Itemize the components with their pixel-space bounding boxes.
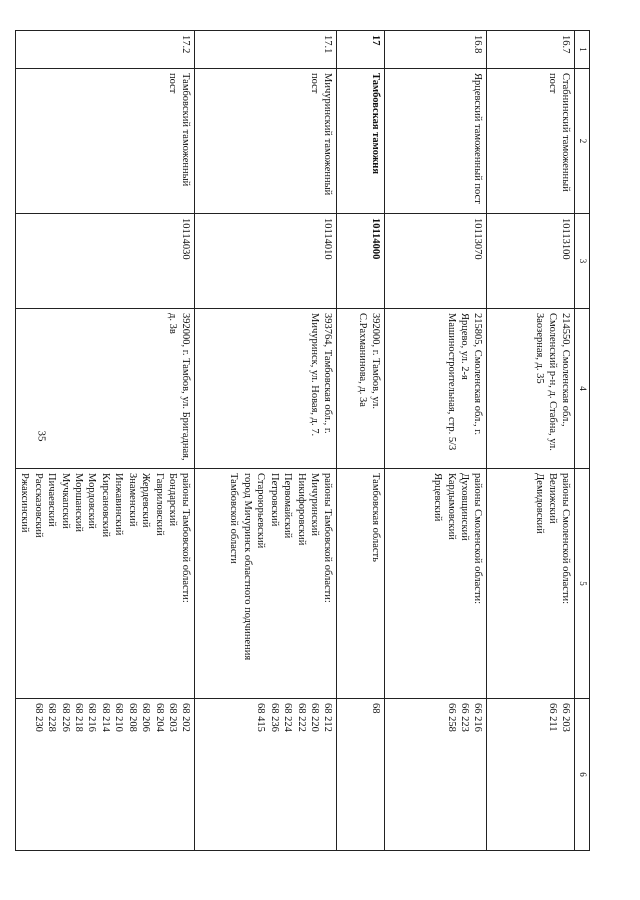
okato-code: 68 226 [59, 703, 71, 732]
okato-code: 66 211 [547, 703, 559, 732]
customs-code-cell: 10114010 [195, 214, 337, 309]
okato-code: 68 202 [180, 703, 192, 732]
area-item: Кардымовский [445, 473, 457, 540]
area-item: Тамбовская область [370, 473, 382, 562]
table-row [195, 31, 337, 851]
area-item: Жердевский [140, 473, 152, 528]
row-number-cell: 16.8 [385, 31, 487, 69]
customs-code-cell: 10113100 [487, 214, 575, 309]
okato-code: 68 216 [86, 703, 98, 732]
customs-name-cell: Стабнинский таможенный пост [487, 69, 575, 214]
okato-code: 68 218 [72, 703, 84, 732]
okato-code: 68 415 [255, 703, 267, 732]
area-item: Пичаевский [46, 473, 58, 527]
okato-code: 68 230 [32, 703, 44, 732]
customs-table [15, 30, 590, 851]
areas-cell [487, 469, 575, 699]
okato-code: 66 216 [472, 703, 484, 732]
area-item: Кирсановский [99, 473, 111, 538]
okato-cell [15, 699, 195, 851]
area-item: районы Смоленской области: [560, 473, 572, 605]
area-item: Ржаксинский [19, 473, 31, 533]
customs-name-cell: Тамбовская таможня [337, 69, 385, 214]
customs-code-cell: 10113070 [385, 214, 487, 309]
customs-code-cell: 10114030 [15, 214, 195, 309]
customs-name-cell: Тамбовский таможенный пост [15, 69, 195, 214]
header-cell: 2 [575, 69, 590, 214]
area-item: Мордовский [86, 473, 98, 529]
customs-name-cell: Ярцевский таможенный пост [385, 69, 487, 214]
customs-name-cell: Мичуринский таможенный пост [195, 69, 337, 214]
table-container [19, 30, 590, 850]
okato-code: 68 [370, 703, 382, 714]
area-item: Первомайский [282, 473, 294, 539]
area-item: районы Смоленской области: [472, 473, 484, 605]
area-item: Никифоровский [295, 473, 307, 546]
row-number-cell: 17.2 [15, 31, 195, 69]
okato-cell [385, 699, 487, 851]
area-item: Моршанский [72, 473, 84, 532]
header-cell: 4 [575, 309, 590, 469]
okato-code: 66 258 [445, 703, 457, 732]
address-cell: 215805, Смоленская обл., г. Ярцево, ул. 2-я Машиностроительная, стр. 5/3 [385, 309, 487, 469]
okato-cell [337, 699, 385, 851]
table-row [385, 31, 487, 851]
area-item: Рассказовский [32, 473, 44, 538]
header-cell: 3 [575, 214, 590, 309]
area-item: Знаменский [126, 473, 138, 527]
okato-cell [195, 699, 337, 851]
area-item: Ярцевский [432, 473, 444, 522]
area-item: Велижский [547, 473, 559, 524]
okato-code: 68 206 [140, 703, 152, 732]
okato-code: 68 212 [322, 703, 334, 732]
header-cell: 1 [575, 31, 590, 69]
address-cell: 392000, г. Тамбов, ул. С.Рахманинова, д. 3а [337, 309, 385, 469]
area-item: районы Тамбовской области: [322, 473, 334, 603]
okato-code: 68 236 [268, 703, 280, 732]
header-cell: 6 [575, 699, 590, 851]
area-item: Духовщинский [459, 473, 471, 541]
okato-code: 68 214 [99, 703, 111, 732]
area-item: Староюрьевский [255, 473, 267, 549]
row-number-cell: 16.7 [487, 31, 575, 69]
okato-cell [487, 699, 575, 851]
okato-code: 68 204 [153, 703, 165, 732]
okato-code: 68 224 [282, 703, 294, 732]
area-item: Бондарский [167, 473, 179, 527]
okato-code: 66 203 [560, 703, 572, 732]
area-item: Инжавинский [113, 473, 125, 536]
okato-code: 66 223 [459, 703, 471, 732]
area-item: Демидовский [533, 473, 545, 534]
address-cell: 393764, Тамбовская обл., г. Мичуринск, ул. Новая, д. 7. [195, 309, 337, 469]
areas-cell [337, 469, 385, 699]
area-item: Мучкапский [59, 473, 71, 529]
customs-code-cell: 10114000 [337, 214, 385, 309]
header-cell: 5 [575, 469, 590, 699]
header-row [575, 31, 590, 851]
area-item: Мичуринский [309, 473, 321, 536]
page-number: 35 [35, 430, 48, 442]
row-number-cell: 17.1 [195, 31, 337, 69]
areas-cell [195, 469, 337, 699]
address-cell: 214550, Смоленская обл., Смоленский р-н, д. Стабна, ул. Заозерная, д. 35 [487, 309, 575, 469]
okato-code: 68 220 [309, 703, 321, 732]
okato-code: 68 222 [295, 703, 307, 732]
okato-code: 68 228 [46, 703, 58, 732]
area-item: город Мичуринск областного подчинения Тамбовской области [228, 473, 253, 661]
areas-cell [385, 469, 487, 699]
area-item: Петровский [268, 473, 280, 527]
table-row [337, 31, 385, 851]
okato-code: 68 208 [126, 703, 138, 732]
table-row [15, 31, 195, 851]
okato-code: 68 210 [113, 703, 125, 732]
areas-cell [15, 469, 195, 699]
area-item: районы Тамбовской области: [180, 473, 192, 603]
row-number-cell: 17 [337, 31, 385, 69]
area-item: Гавриловский [153, 473, 165, 536]
table-row [487, 31, 575, 851]
okato-code: 68 203 [167, 703, 179, 732]
address-cell: 392000, г. Тамбов, ул. Бригадная, д. 3в [15, 309, 195, 469]
